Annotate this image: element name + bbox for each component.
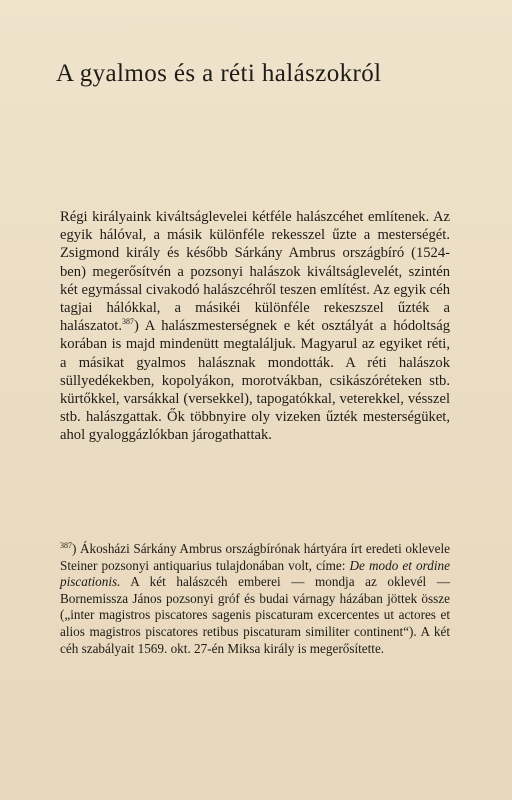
footnote (60, 538, 450, 657)
chapter-title: A gyalmos és a réti halászokról (56, 60, 382, 87)
footnote-italic-title: De modo et ordine piscationis. (60, 557, 450, 590)
footnote-reference: 387 (122, 317, 134, 327)
footnote-text-part-2: A két halászcéh emberei — mondja az oklevél — Bornemissza János pozsonyi gróf és budai várnagy házában jöttek össze („inter magistros piscatores sagenis piscaturam excercentes ut actores et alios magistros piscatores retibus piscaturam similiter continent“). A két céh szabályait 1569. okt. 27-én Miksa király is megerősítette. (60, 574, 450, 656)
body-text-part-2: ) A halászmesterségnek e két osztályát a hódoltság korában is majd mindenütt megtaláljuk. Magyarul az egyiket réti, a másikat gyalmos halásznak mondották. A réti halászok süllyedékekben, kopolyákon, morotvákban, csikászóréteken stb. kürtőkkel, varsákkal (versekkel), tapogatókkal, veterekkel, vésszel stb. halászgattak. Ők többnyire oly vizeken űzték mesterségüket, ahol gyaloggázlókban járogathattak. (60, 318, 450, 444)
body-text-part-1: Régi királyaink kiváltságlevelei kétféle halászcéhet említenek. Az egyik hálóval, a másik különféle rekesszel űzte a mesterségét. Zsigmond király és később Sárkány Ambrus országbíró (1524-ben) megerősítvén a pozsonyi halászok kiváltságlevelét, szintén két egymással civakodó halászcéhről teszen említést. Az egyik céh tagjai hálókkal, a másikéi különféle rekeszszel űzték a halászatot. (60, 209, 450, 335)
footnote-text-part-1: ) Ákosházi Sárkány Ambrus országbírónak hártyára írt eredeti oklevele Steiner pozsonyi antiquarius tulajdonában volt, címe: (60, 541, 450, 573)
body-paragraph (60, 208, 450, 445)
footnote-marker: 387 (60, 541, 72, 550)
